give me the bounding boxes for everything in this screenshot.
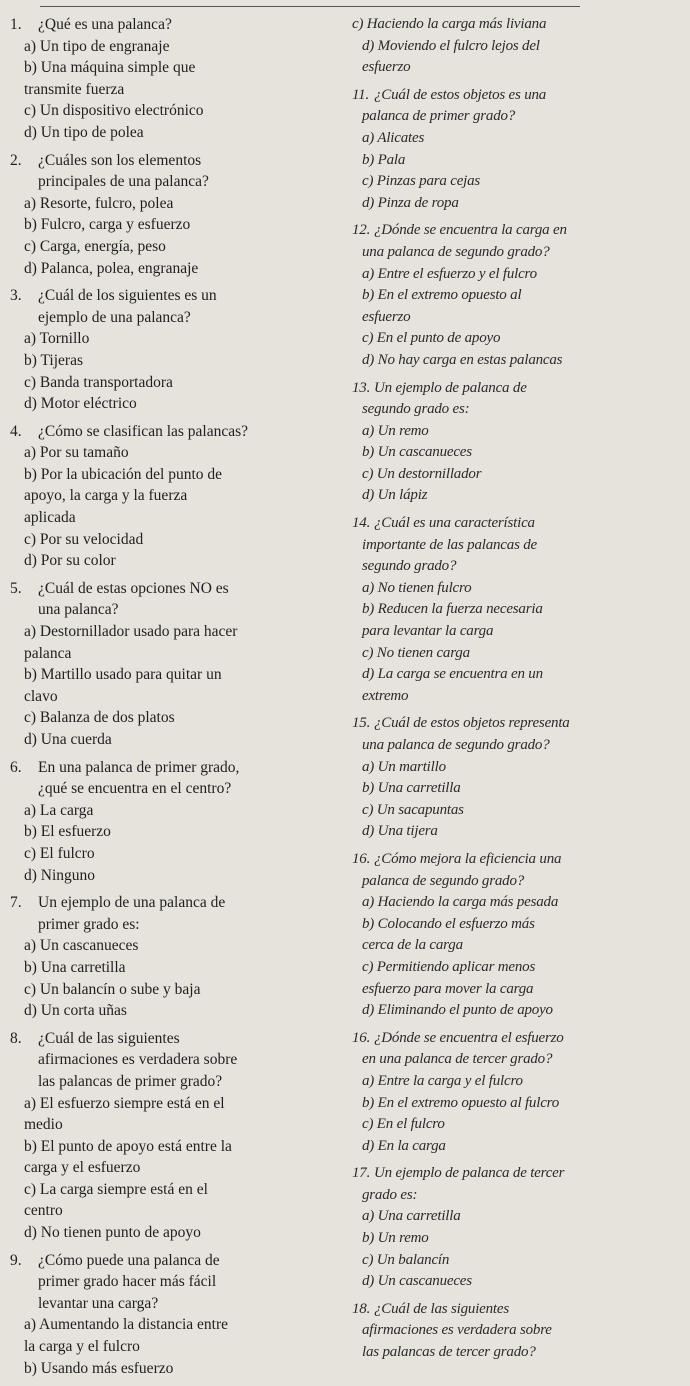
question-text-span: esfuerzo para mover la carga: [362, 980, 534, 997]
answer-option: c) Banda transportadora: [24, 373, 173, 391]
question-text-line: [350, 1206, 686, 1228]
answer-option: b) Una carretilla: [24, 958, 126, 976]
question-text-line: [350, 1136, 686, 1158]
question-text-span: En una palanca de primer grado,: [38, 758, 240, 776]
question-text-line: [350, 757, 686, 779]
question-text-line: [350, 535, 686, 557]
question-text-line: [350, 778, 686, 800]
question-text-span: d) Un cascanueces: [362, 1273, 472, 1290]
question-block: [350, 378, 686, 508]
question-text-span: a) No tienen fulcro: [362, 579, 472, 596]
question-text-span: Un ejemplo de una palanca de: [38, 894, 226, 912]
question-text: [350, 1163, 686, 1185]
answer-option: palanca: [24, 644, 72, 662]
question-block: [8, 1028, 338, 1244]
question-text: [350, 220, 686, 242]
question-text: [350, 1028, 686, 1050]
question-block: [8, 285, 338, 415]
question-text-line: [350, 128, 686, 150]
question-text-line: [8, 171, 338, 193]
question-text-line: [350, 328, 686, 350]
question-text: [350, 713, 686, 735]
question-text-line: [8, 914, 338, 936]
question-block: [350, 849, 686, 1022]
question-text-span: d) La carga se encuentra en un: [362, 666, 543, 683]
question-text-span: ¿Cuál de estos objetos representa: [374, 715, 570, 732]
question-text-span: c) Haciendo la carga más liviana: [352, 16, 547, 32]
question-text-span: d) Pinza de ropa: [362, 194, 459, 211]
question-text-line: [350, 800, 686, 822]
question-number: 11.: [352, 86, 370, 103]
question-text-line: [8, 1071, 338, 1093]
question-text-span: b) En el extremo opuesto al: [362, 287, 522, 304]
answer-option: transmite fuerza: [24, 80, 125, 98]
question-text-span: d) Una tijera: [362, 823, 438, 840]
question-text-span: ¿Cuál de estas opciones NO es: [38, 579, 229, 597]
question-text-line: [350, 914, 686, 936]
question-text-span: c) Pinzas para cejas: [362, 173, 481, 190]
question-text-span: ¿Cómo se clasifican las palancas?: [38, 422, 249, 440]
question-text-line: [350, 171, 686, 193]
question-text-span: cerca de la carga: [362, 937, 463, 954]
question-number: 3.: [10, 287, 22, 305]
question-text: [8, 150, 338, 172]
question-text: [8, 1250, 338, 1272]
question-number: 16.: [352, 850, 371, 867]
question-text-line: [350, 1049, 686, 1071]
question-text-span: b) Colocando el esfuerzo más: [362, 915, 535, 932]
question-number: 18.: [352, 1300, 371, 1317]
question-text-line: [8, 778, 338, 800]
question-text-line: [350, 664, 686, 686]
question-text-span: una palanca de segundo grado?: [362, 737, 550, 753]
question-number: 8.: [10, 1029, 22, 1047]
question-text-line: [350, 1228, 686, 1250]
question-block: [350, 1299, 686, 1364]
question-text-span: d) Un lápiz: [362, 487, 428, 504]
question-text-line: [350, 350, 686, 372]
question-text-span: ¿Cuál de estos objetos es una: [374, 86, 547, 103]
question-text-line: [350, 578, 686, 600]
question-text: [350, 85, 686, 107]
question-text-line: [350, 36, 686, 58]
answer-option: d) Una cuerda: [24, 731, 112, 748]
question-text-span: levantar una carga?: [38, 1294, 159, 1312]
question-text-span: d) Eliminando el punto de apoyo: [362, 1002, 553, 1019]
question-text-span: c) Un balancín: [362, 1251, 450, 1268]
question-text-span: las palancas de primer grado?: [38, 1072, 223, 1090]
answer-option: d) Ninguno: [24, 866, 96, 884]
top-rule: [40, 6, 580, 7]
question-number: 14.: [352, 515, 371, 532]
question-text: [8, 578, 338, 600]
question-text-span: a) Una carretilla: [362, 1208, 461, 1225]
question-text-span: a) Alicates: [362, 129, 425, 146]
question-text-line: [350, 57, 686, 79]
question-text-line: [8, 599, 338, 621]
question-text-line: [350, 735, 686, 757]
question-text-line: [8, 1049, 338, 1071]
answer-option: b) Por la ubicación del punto de: [24, 465, 223, 483]
question-text-line: [350, 106, 686, 128]
question-text-line: [350, 1071, 686, 1093]
answer-option: c) Por su velocidad: [24, 530, 144, 548]
answer-option: d) Motor eléctrico: [24, 395, 137, 413]
question-text-span: grado es:: [362, 1186, 418, 1203]
question-text: [350, 849, 686, 871]
right-column: [350, 14, 686, 1370]
question-text-span: ¿Cómo mejora la eficiencia una: [374, 850, 562, 867]
answer-option: c) Un balancín o sube y baja: [24, 980, 201, 998]
question-text-line: [350, 1114, 686, 1136]
question-text-line: [350, 285, 686, 307]
question-text-line: [350, 957, 686, 979]
answer-option: apoyo, la carga y la fuerza: [24, 487, 188, 505]
answer-option: d) Un tipo de polea: [24, 123, 144, 141]
question-text-span: ¿qué se encuentra en el centro?: [38, 780, 232, 798]
question-text-span: Un ejemplo de palanca de tercer: [374, 1165, 565, 1182]
answer-option: d) Un corta uñas: [24, 1002, 127, 1020]
question-block: [350, 513, 686, 707]
question-text-span: palanca de primer grado?: [362, 108, 516, 125]
question-text-span: a) Entre la carga y el fulcro: [362, 1072, 523, 1089]
answer-option: c) Un dispositivo electrónico: [24, 102, 204, 120]
answer-option: b) Martillo usado para quitar un: [24, 666, 222, 684]
answer-option: a) Aumentando la distancia entre: [24, 1316, 229, 1334]
question-text: [8, 892, 338, 914]
question-number: 4.: [10, 422, 22, 440]
question-text-span: las palancas de tercer grado?: [362, 1344, 536, 1361]
question-text-span: b) Un cascanueces: [362, 444, 472, 461]
question-text-span: ¿Cuáles son los elementos: [38, 151, 202, 169]
question-text-line: [350, 1093, 686, 1115]
question-text-line: [350, 643, 686, 665]
answer-option: carga y el esfuerzo: [24, 1159, 141, 1177]
question-text-span: c) Permitiendo aplicar menos: [362, 958, 536, 975]
question-text-span: d) En la carga: [362, 1137, 446, 1154]
answer-option: d) Por su color: [24, 552, 116, 570]
answer-option: a) El esfuerzo siempre está en el: [24, 1094, 225, 1112]
question-block: [350, 1163, 686, 1293]
question-text-line: [350, 464, 686, 486]
answer-option: b) Usando más esfuerzo: [24, 1359, 174, 1377]
question-text-span: importante de las palancas de: [362, 536, 538, 553]
question-text: [350, 1299, 686, 1321]
question-block: [350, 1028, 686, 1158]
answer-option: b) Fulcro, carga y esfuerzo: [24, 216, 191, 234]
question-text-span: b) Reducen la fuerza necesaria: [362, 601, 543, 618]
question-text-line: [350, 821, 686, 843]
question-text-line: [350, 935, 686, 957]
question-number: 1.: [10, 16, 22, 33]
question-text-span: b) Un remo: [362, 1230, 429, 1247]
question-block: [350, 713, 686, 843]
question-text-span: ¿Cuál de las siguientes: [374, 1300, 509, 1317]
answer-option: c) Carga, energía, peso: [24, 237, 166, 255]
answer-option: d) No tienen punto de apoyo: [24, 1224, 201, 1242]
answer-option: b) Una máquina simple que: [24, 59, 196, 77]
question-number: 12.: [352, 222, 371, 239]
question-block: [8, 757, 338, 887]
answer-option: a) Por su tamaño: [24, 444, 129, 462]
answer-option: b) Tijeras: [24, 351, 83, 369]
question-text-span: extremo: [362, 687, 409, 704]
left-column: [8, 14, 338, 1385]
question-text: [8, 14, 338, 36]
question-text-span: a) Un remo: [362, 422, 429, 439]
question-text-line: [350, 556, 686, 578]
question-number: 17.: [352, 1165, 371, 1182]
question-text-line: [8, 1293, 338, 1315]
question-text-span: primer grado es:: [38, 915, 140, 933]
question-text-span: en una palanca de tercer grado?: [362, 1051, 553, 1068]
question-text: [8, 757, 338, 779]
question-text-line: [350, 871, 686, 893]
question-text-span: para levantar la carga: [362, 623, 494, 640]
question-text-span: ¿Qué es una palanca?: [38, 16, 172, 33]
question-block: [8, 892, 338, 1022]
question-text-span: b) En el extremo opuesto al fulcro: [362, 1094, 560, 1111]
question-text: [8, 285, 338, 307]
question-text-span: c) Un destornillador: [362, 465, 482, 482]
question-text-line: [350, 242, 686, 264]
question-text-span: d) Moviendo el fulcro lejos del: [362, 37, 540, 54]
question-number: 15.: [352, 715, 371, 732]
question-text: [8, 421, 338, 443]
answer-option: c) El fulcro: [24, 844, 95, 862]
question-number: 5.: [10, 579, 22, 597]
question-text-span: ¿Cuál de las siguientes: [38, 1029, 180, 1047]
question-text-line: [350, 1342, 686, 1364]
question-text-line: [350, 599, 686, 621]
question-text-span: c) Un sacapuntas: [362, 801, 464, 818]
question-number: 9.: [10, 1251, 22, 1269]
question-text-span: principales de una palanca?: [38, 173, 209, 191]
question-text-span: una palanca?: [38, 601, 119, 619]
question-text-span: segundo grado es:: [362, 401, 470, 418]
question-text: [350, 378, 686, 400]
question-number: 6.: [10, 758, 22, 776]
question-text-span: b) Pala: [362, 151, 406, 168]
answer-option: c) Balanza de dos platos: [24, 709, 175, 727]
question-text-line: [350, 442, 686, 464]
question-block: [8, 1250, 338, 1380]
question-text-span: a) Un martillo: [362, 758, 446, 775]
question-text-line: [8, 1271, 338, 1293]
question-text-span: ¿Cuál de los siguientes es un: [38, 287, 217, 305]
question-text-span: ¿Cuál es una característica: [374, 515, 535, 532]
answer-option: a) Resorte, fulcro, polea: [24, 194, 174, 212]
question-text-span: palanca de segundo grado?: [362, 872, 525, 889]
question-text-line: [350, 1185, 686, 1207]
question-text-line: [350, 399, 686, 421]
question-text-span: Un ejemplo de palanca de: [374, 379, 527, 396]
answer-option: a) Un cascanueces: [24, 937, 139, 955]
question-text-line: [350, 150, 686, 172]
answer-option: a) La carga: [24, 801, 94, 819]
question-block: [8, 578, 338, 751]
answer-option: d) Palanca, polea, engranaje: [24, 259, 199, 277]
answer-option: a) Destornillador usado para hacer: [24, 623, 238, 641]
answer-option: a) Un tipo de engranaje: [24, 37, 170, 55]
question-block: [350, 220, 686, 371]
question-text-line: [350, 1000, 686, 1022]
question-text-span: b) Una carretilla: [362, 780, 461, 797]
question-block: [8, 421, 338, 572]
question-text: [8, 1028, 338, 1050]
question-text-span: ¿Cómo puede una palanca de: [38, 1251, 220, 1269]
question-block: [8, 150, 338, 280]
question-text-span: una palanca de segundo grado?: [362, 243, 550, 260]
question-text-span: c) En el fulcro: [362, 1116, 445, 1133]
question-text-span: esfuerzo: [362, 59, 411, 76]
question-number: 16.: [352, 1029, 371, 1046]
question-text-line: [350, 1250, 686, 1272]
answer-option: c) La carga siempre está en el: [24, 1180, 208, 1198]
question-text-line: [350, 264, 686, 286]
question-block: [350, 85, 686, 215]
question-block: [350, 14, 686, 79]
answer-option: aplicada: [24, 509, 76, 527]
answer-option: b) El esfuerzo: [24, 823, 111, 841]
question-text-span: esfuerzo: [362, 308, 411, 325]
question-block: [8, 14, 338, 144]
answer-option: la carga y el fulcro: [24, 1338, 140, 1356]
question-text-span: ¿Dónde se encuentra la carga en: [374, 222, 567, 239]
question-text-span: a) Haciendo la carga más pesada: [362, 894, 559, 911]
question-text-span: segundo grado?: [362, 558, 457, 575]
question-text-span: afirmaciones es verdadera sobre: [38, 1051, 238, 1069]
question-text-line: [350, 979, 686, 1001]
question-number: 13.: [352, 379, 371, 396]
question-text-span: d) No hay carga en estas palancas: [362, 351, 563, 368]
question-text-line: [350, 1320, 686, 1342]
question-text-line: [350, 193, 686, 215]
answer-option: medio: [24, 1116, 63, 1134]
question-text-span: a) Entre el esfuerzo y el fulcro: [362, 265, 537, 282]
question-text-span: c) En el punto de apoyo: [362, 330, 501, 347]
question-text-line: [350, 1271, 686, 1293]
question-text-span: c) No tienen carga: [362, 644, 470, 661]
question-text-span: primer grado hacer más fácil: [38, 1273, 217, 1291]
question-text-line: [350, 421, 686, 443]
question-number: 2.: [10, 151, 22, 169]
question-text-line: [350, 686, 686, 708]
question-text-line: [350, 621, 686, 643]
answer-option: clavo: [24, 687, 58, 705]
question-text-line: [350, 892, 686, 914]
question-text-line: [8, 307, 338, 329]
question-text-span: ejemplo de una palanca?: [38, 308, 191, 326]
answer-option: a) Tornillo: [24, 330, 90, 348]
question-text-line: [350, 485, 686, 507]
answer-option: centro: [24, 1202, 63, 1220]
question-text: [350, 513, 686, 535]
question-text-line: [350, 307, 686, 329]
question-number: 7.: [10, 894, 22, 912]
question-text-span: ¿Dónde se encuentra el esfuerzo: [374, 1029, 564, 1046]
question-text-span: afirmaciones es verdadera sobre: [362, 1322, 552, 1339]
answer-option: b) El punto de apoyo está entre la: [24, 1137, 232, 1155]
question-text: [350, 14, 686, 36]
